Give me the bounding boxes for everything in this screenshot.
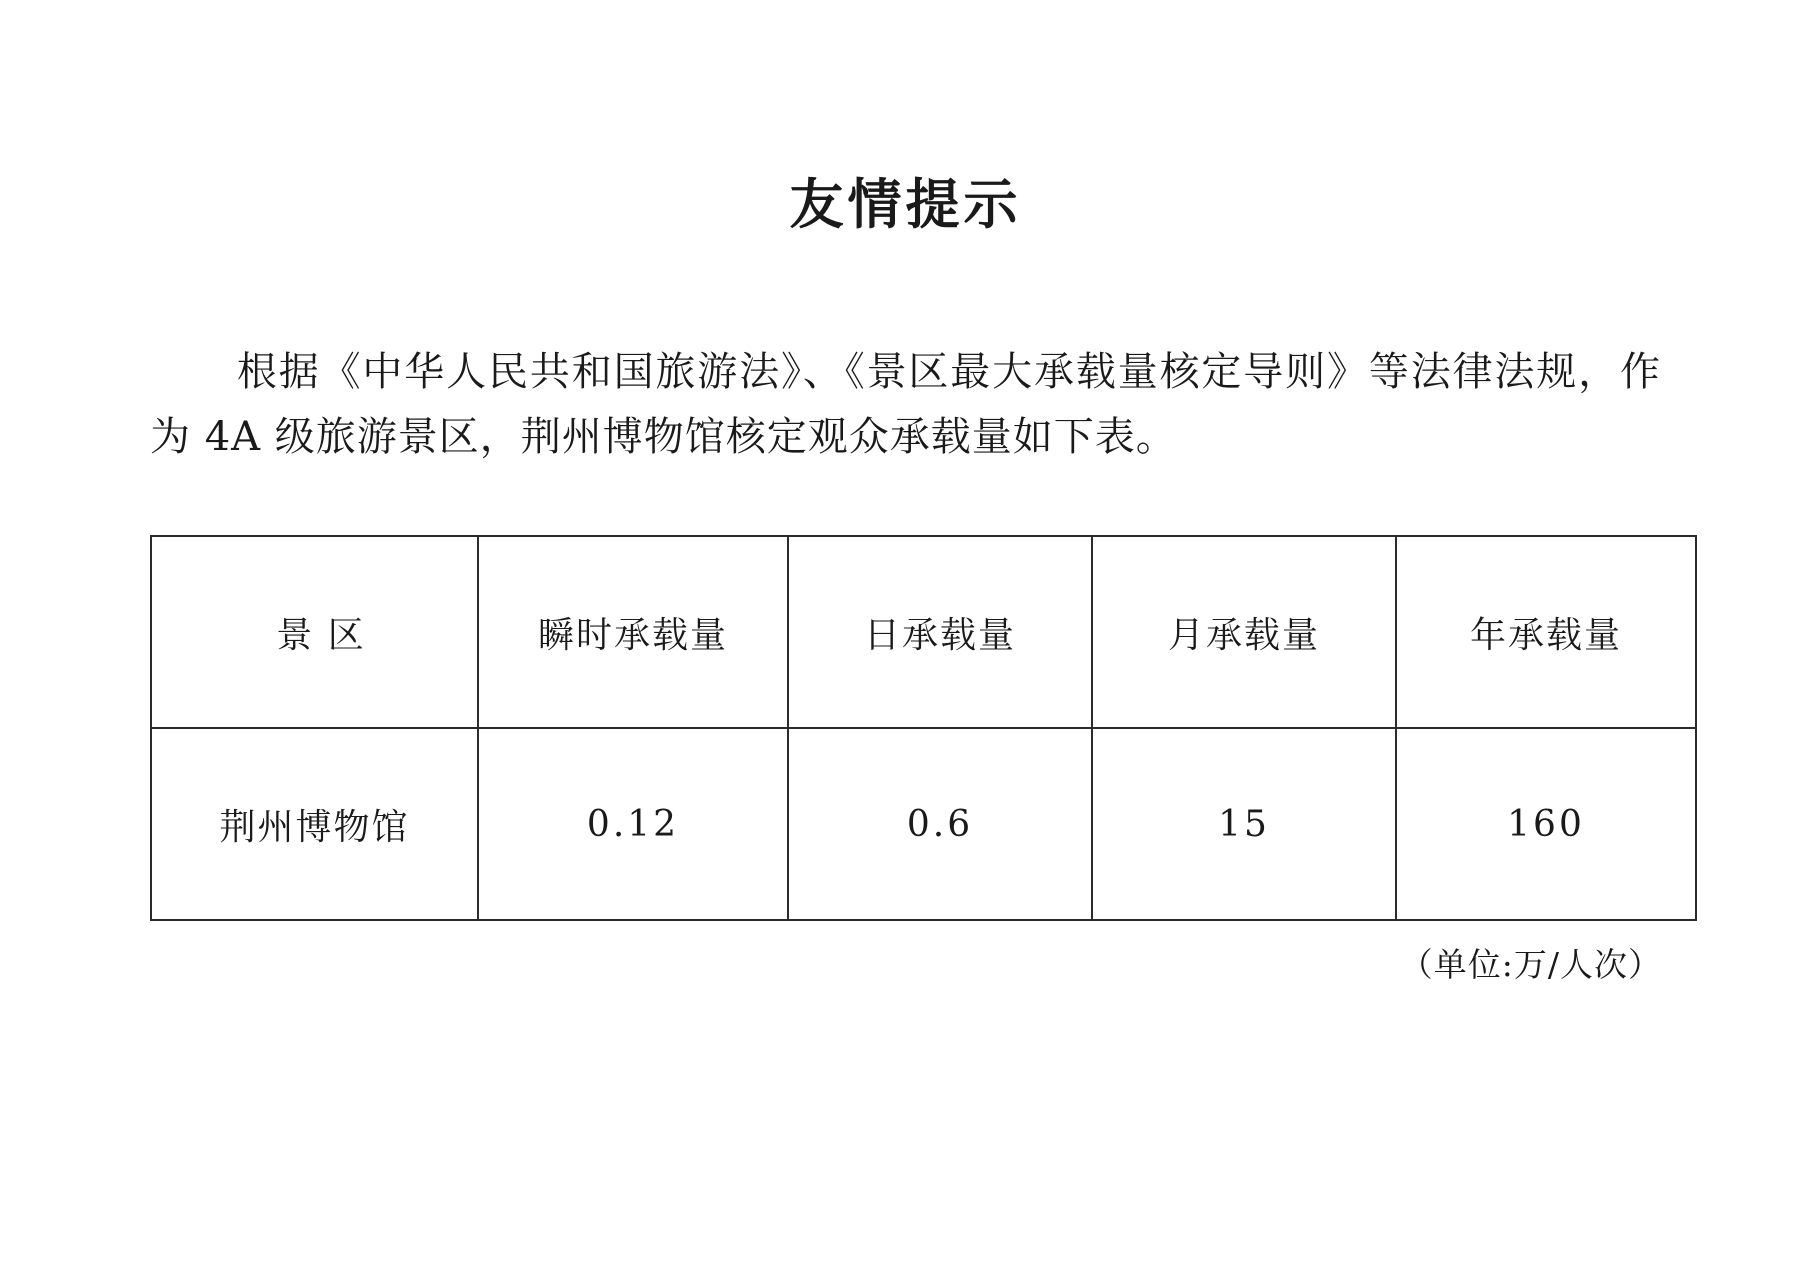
column-header-yearly-capacity: 年承载量	[1396, 536, 1696, 728]
table-header	[151, 536, 1696, 728]
cell-monthly-capacity: 15	[1092, 728, 1396, 920]
cell-instant-capacity: 0.12	[478, 728, 788, 920]
column-header-monthly-capacity: 月承载量	[1092, 536, 1396, 728]
capacity-table-wrapper	[150, 469, 1661, 986]
table-row	[151, 728, 1696, 920]
page-title: 友情提示	[789, 172, 1022, 236]
capacity-table	[150, 535, 1697, 921]
unit-note: （单位:万/人次）	[1399, 945, 1662, 985]
body-paragraph	[150, 237, 1661, 470]
table-header-row	[151, 536, 1696, 728]
paragraph-text: 根据《中华人民共和国旅游法》、《景区最大承载量核定导则》等法律法规，作为 4A 级旅游景区，荆州博物馆核定观众承载量如下表。	[150, 348, 1661, 460]
table-body	[151, 728, 1696, 920]
cell-yearly-capacity: 160	[1396, 728, 1696, 920]
column-header-instant-capacity: 瞬时承载量	[478, 536, 788, 728]
cell-daily-capacity: 0.6	[788, 728, 1092, 920]
cell-scenic-area: 荆州博物馆	[151, 728, 478, 920]
column-header-daily-capacity: 日承载量	[788, 536, 1092, 728]
column-header-scenic-area: 景 区	[151, 536, 478, 728]
